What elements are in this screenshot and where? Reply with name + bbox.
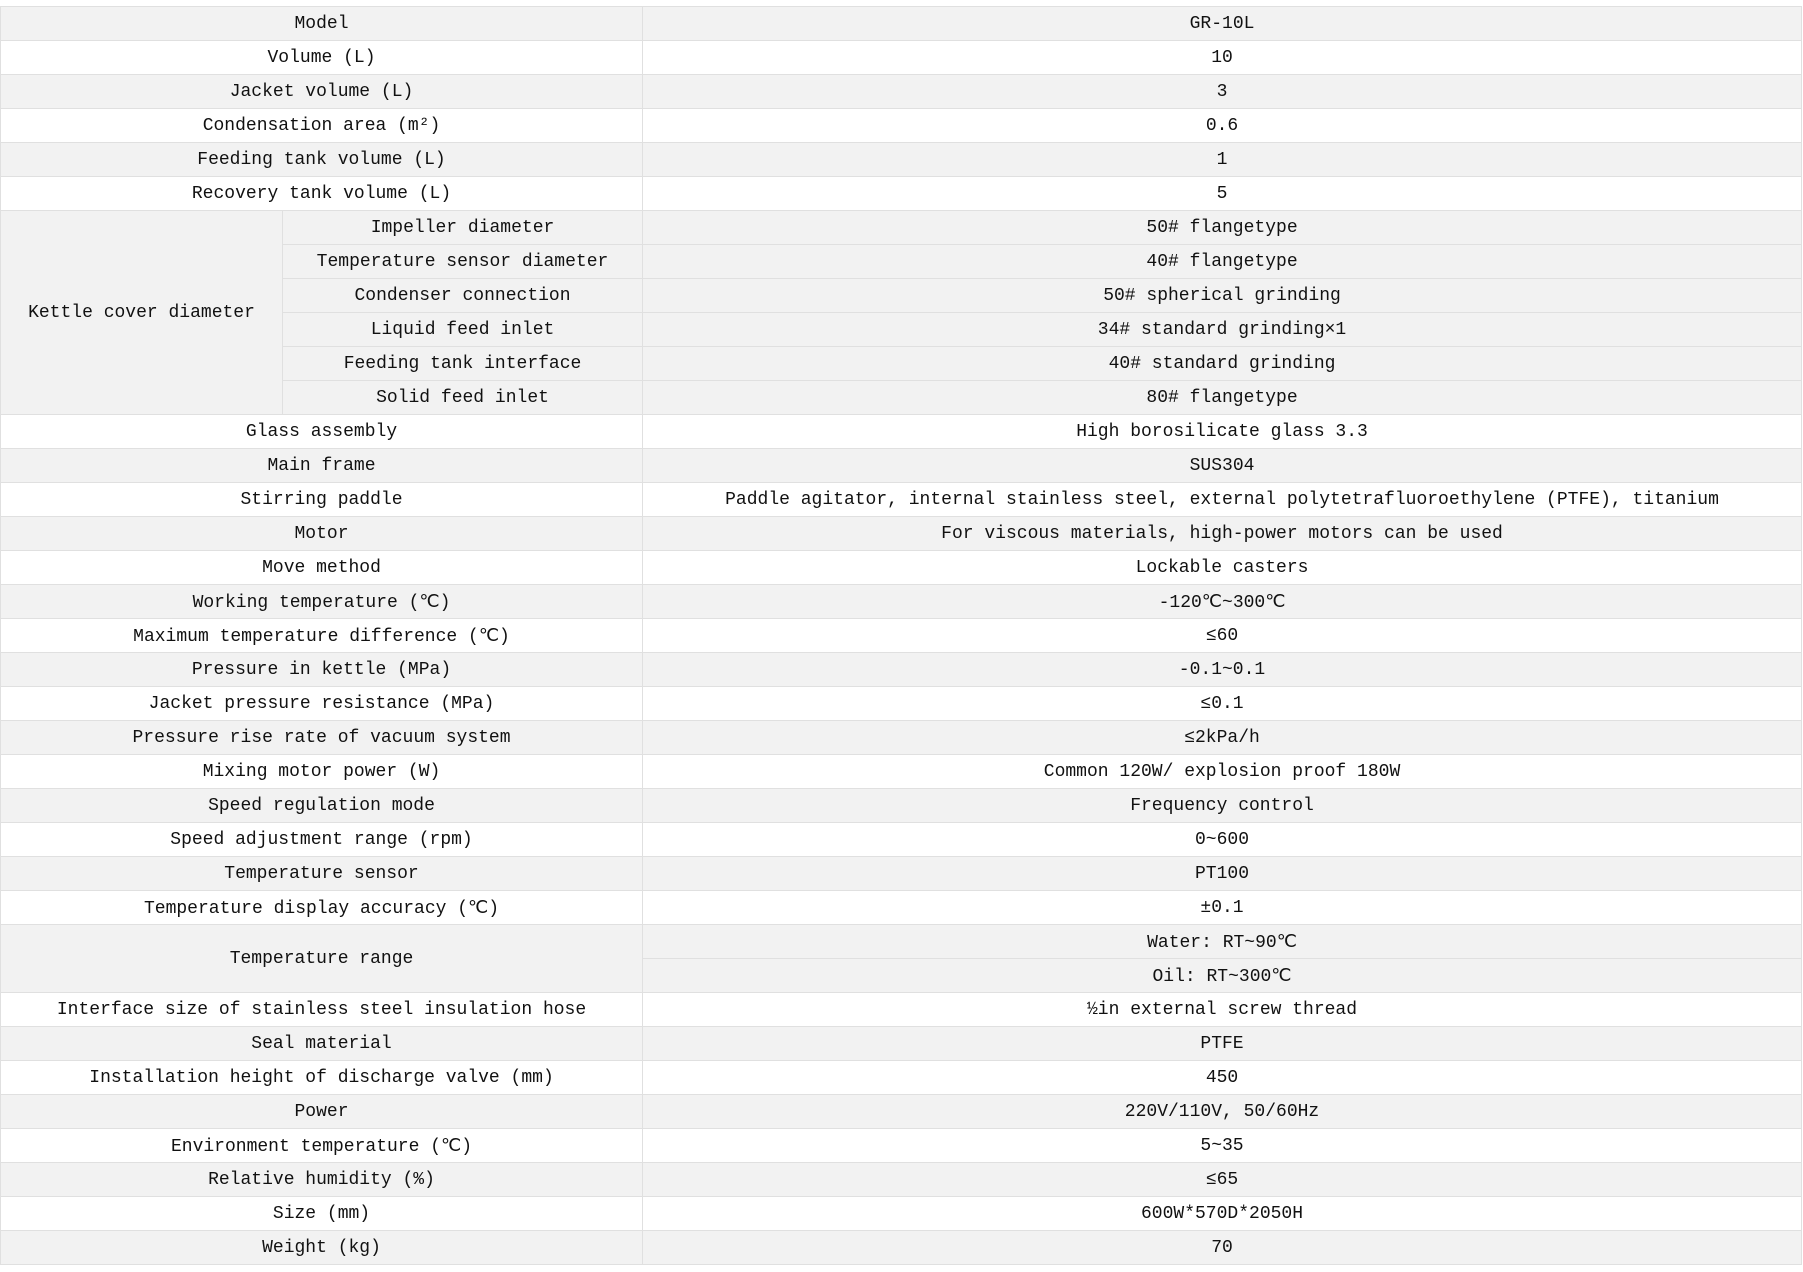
spec-value: Water: RT~90℃ bbox=[643, 925, 1802, 959]
table-row bbox=[1, 483, 1802, 517]
spec-value: 5~35 bbox=[643, 1129, 1802, 1163]
table-row bbox=[1, 1197, 1802, 1231]
table-row bbox=[1, 687, 1802, 721]
spec-label: Temperature sensor bbox=[1, 857, 643, 891]
table-row bbox=[1, 619, 1802, 653]
spec-value: ½in external screw thread bbox=[643, 993, 1802, 1027]
spec-value: 220V/110V, 50/60Hz bbox=[643, 1095, 1802, 1129]
spec-sublabel: Solid feed inlet bbox=[283, 381, 643, 415]
group-label-kettle-cover: Kettle cover diameter bbox=[1, 211, 283, 415]
spec-label: Maximum temperature difference (℃) bbox=[1, 619, 643, 653]
spec-label: Speed adjustment range (rpm) bbox=[1, 823, 643, 857]
spec-value: For viscous materials, high-power motors can be used bbox=[643, 517, 1802, 551]
spec-value: SUS304 bbox=[643, 449, 1802, 483]
spec-label: Main frame bbox=[1, 449, 643, 483]
table-row bbox=[1, 75, 1802, 109]
spec-label: Environment temperature (℃) bbox=[1, 1129, 643, 1163]
spec-value: 34# standard grinding×1 bbox=[643, 313, 1802, 347]
spec-value: 1 bbox=[643, 143, 1802, 177]
spec-label: Size (mm) bbox=[1, 1197, 643, 1231]
spec-value: 80# flangetype bbox=[643, 381, 1802, 415]
table-row bbox=[1, 1095, 1802, 1129]
spec-value: 50# spherical grinding bbox=[643, 279, 1802, 313]
spec-value: Common 120W/ explosion proof 180W bbox=[643, 755, 1802, 789]
table-row bbox=[1, 789, 1802, 823]
spec-label: Jacket pressure resistance (MPa) bbox=[1, 687, 643, 721]
spec-value: ≤65 bbox=[643, 1163, 1802, 1197]
spec-label: Motor bbox=[1, 517, 643, 551]
spec-label: Stirring paddle bbox=[1, 483, 643, 517]
table-row bbox=[1, 109, 1802, 143]
spec-value: 450 bbox=[643, 1061, 1802, 1095]
spec-label: Glass assembly bbox=[1, 415, 643, 449]
spec-value: PT100 bbox=[643, 857, 1802, 891]
spec-label: Feeding tank volume (L) bbox=[1, 143, 643, 177]
table-row bbox=[1, 551, 1802, 585]
spec-sublabel: Temperature sensor diameter bbox=[283, 245, 643, 279]
table-row bbox=[1, 1163, 1802, 1197]
spec-label: Model bbox=[1, 7, 643, 41]
table-row bbox=[1, 211, 1802, 245]
spec-value: PTFE bbox=[643, 1027, 1802, 1061]
spec-value: 40# flangetype bbox=[643, 245, 1802, 279]
spec-label: Weight (kg) bbox=[1, 1231, 643, 1265]
table-row bbox=[1, 1231, 1802, 1265]
spec-label: Relative humidity (%) bbox=[1, 1163, 643, 1197]
spec-value: 0~600 bbox=[643, 823, 1802, 857]
spec-value: GR-10L bbox=[643, 7, 1802, 41]
spec-value: ±0.1 bbox=[643, 891, 1802, 925]
table-row bbox=[1, 993, 1802, 1027]
spec-value: 5 bbox=[643, 177, 1802, 211]
spec-value: -0.1~0.1 bbox=[643, 653, 1802, 687]
spec-value: -120℃~300℃ bbox=[643, 585, 1802, 619]
table-row bbox=[1, 823, 1802, 857]
spec-value: ≤2kPa/h bbox=[643, 721, 1802, 755]
spec-value: 0.6 bbox=[643, 109, 1802, 143]
table-row bbox=[1, 891, 1802, 925]
table-row bbox=[1, 7, 1802, 41]
spec-label: Seal material bbox=[1, 1027, 643, 1061]
spec-value: Lockable casters bbox=[643, 551, 1802, 585]
spec-value: 70 bbox=[643, 1231, 1802, 1265]
spec-label: Recovery tank volume (L) bbox=[1, 177, 643, 211]
spec-sublabel: Impeller diameter bbox=[283, 211, 643, 245]
spec-label: Pressure in kettle (MPa) bbox=[1, 653, 643, 687]
spec-value: Oil: RT~300℃ bbox=[643, 959, 1802, 993]
table-row bbox=[1, 925, 1802, 959]
spec-label: Speed regulation mode bbox=[1, 789, 643, 823]
spec-label: Interface size of stainless steel insulation hose bbox=[1, 993, 643, 1027]
spec-label: Condensation area (m²) bbox=[1, 109, 643, 143]
spec-label: Jacket volume (L) bbox=[1, 75, 643, 109]
table-row bbox=[1, 1027, 1802, 1061]
spec-value: 40# standard grinding bbox=[643, 347, 1802, 381]
spec-value: 600W*570D*2050H bbox=[643, 1197, 1802, 1231]
spec-table bbox=[0, 6, 1802, 1265]
table-row bbox=[1, 721, 1802, 755]
spec-label: Power bbox=[1, 1095, 643, 1129]
spec-value: High borosilicate glass 3.3 bbox=[643, 415, 1802, 449]
table-row bbox=[1, 755, 1802, 789]
spec-value: Frequency control bbox=[643, 789, 1802, 823]
spec-label: Move method bbox=[1, 551, 643, 585]
table-row bbox=[1, 143, 1802, 177]
spec-value: 10 bbox=[643, 41, 1802, 75]
table-row bbox=[1, 415, 1802, 449]
spec-value: 3 bbox=[643, 75, 1802, 109]
spec-sublabel: Feeding tank interface bbox=[283, 347, 643, 381]
table-row bbox=[1, 517, 1802, 551]
spec-label: Installation height of discharge valve (mm) bbox=[1, 1061, 643, 1095]
table-row bbox=[1, 857, 1802, 891]
spec-value: ≤0.1 bbox=[643, 687, 1802, 721]
spec-label: Temperature display accuracy (℃) bbox=[1, 891, 643, 925]
spec-value: ≤60 bbox=[643, 619, 1802, 653]
table-row bbox=[1, 449, 1802, 483]
spec-value: 50# flangetype bbox=[643, 211, 1802, 245]
spec-sublabel: Condenser connection bbox=[283, 279, 643, 313]
table-row bbox=[1, 1061, 1802, 1095]
spec-value: Paddle agitator, internal stainless steel, external polytetrafluoroethylene (PTFE), titanium bbox=[643, 483, 1802, 517]
table-row bbox=[1, 1129, 1802, 1163]
table-row bbox=[1, 653, 1802, 687]
spec-label: Volume (L) bbox=[1, 41, 643, 75]
spec-label: Mixing motor power (W) bbox=[1, 755, 643, 789]
spec-label: Pressure rise rate of vacuum system bbox=[1, 721, 643, 755]
table-row bbox=[1, 41, 1802, 75]
group-label-temperature-range: Temperature range bbox=[1, 925, 643, 993]
table-row bbox=[1, 177, 1802, 211]
spec-table-container bbox=[0, 6, 1801, 1265]
spec-sublabel: Liquid feed inlet bbox=[283, 313, 643, 347]
table-row bbox=[1, 585, 1802, 619]
spec-label: Working temperature (℃) bbox=[1, 585, 643, 619]
